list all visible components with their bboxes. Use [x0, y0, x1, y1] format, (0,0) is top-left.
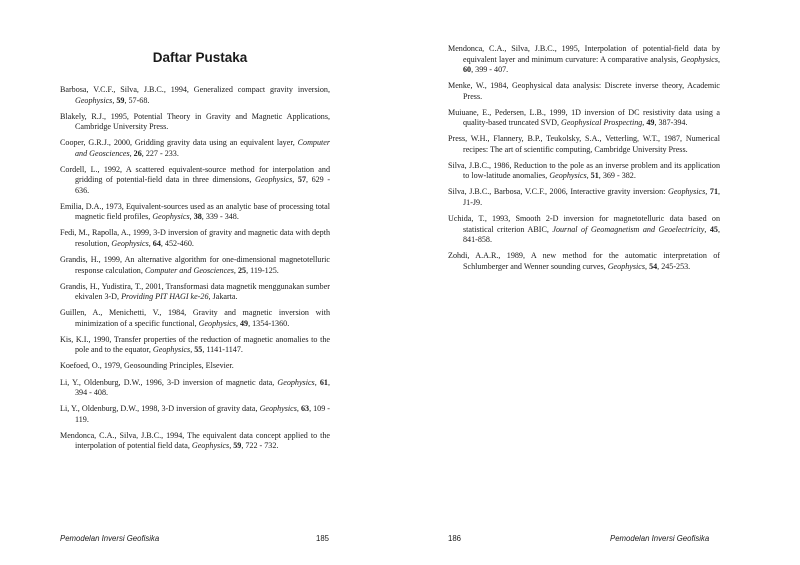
reference-authors: Mendonca, C.A., Silva, J.B.C., 1994, The equivalent data concept applied to the interpolation of potential field data, [60, 430, 330, 451]
reference-pages: , J1-J9. [463, 187, 721, 207]
reference-volume: 51 [590, 171, 599, 181]
reference-authors: Koefoed, O., 1979, Geosounding Principles, Elsevier. [60, 361, 234, 371]
page-number-right: 186 [448, 534, 462, 543]
reference-entry [448, 108, 720, 129]
reference-pages: , 339 - 348. [201, 212, 239, 222]
reference-list-left [60, 85, 330, 457]
reference-sep: , [148, 238, 153, 248]
reference-pages: , 369 - 382. [598, 171, 636, 181]
reference-pages: , 387-394. [654, 118, 688, 128]
reference-pages: , 245-253. [657, 261, 691, 271]
reference-entry [60, 165, 330, 197]
reference-authors: Li, Y., Oldenburg, D.W., 1998, 3-D inversion of gravity data, [60, 404, 260, 414]
reference-source: Geophysics [191, 441, 230, 451]
reference-source: Journal of Geomagnetism and Geoelectricity [552, 224, 705, 234]
reference-volume: 49 [239, 318, 249, 328]
reference-authors: Grandis, H., Yudistira, T., 2001, Transformasi data magnetik menggunakan sumber ekivalen 3-D, [60, 281, 330, 302]
reference-authors: Cordell, L., 1992, A scattered equivalent-source method for interpolation and gridding of potential-field data in three dimensions, [60, 164, 330, 185]
reference-entry [60, 228, 330, 249]
reference-sep: , [292, 175, 298, 185]
reference-entry [448, 187, 720, 208]
reference-source: Computer and Geosciences [75, 138, 330, 158]
reference-volume: 71 [709, 187, 718, 197]
reference-sep: , [645, 261, 650, 271]
reference-authors: Barbosa, V.C.F., Silva, J.B.C., 1994, Generalized compact gravity inversion, [60, 85, 330, 94]
reference-volume: 61 [319, 377, 328, 387]
reference-entry [60, 112, 330, 133]
reference-volume: 63 [300, 404, 310, 414]
reference-entry [448, 251, 720, 272]
reference-authors: Blakely, R.J., 1995, Potential Theory in Gravity and Magnetic Applications, Cambridge University Press. [60, 111, 330, 132]
reference-source: Geophysics [152, 345, 191, 355]
reference-sep: , [705, 187, 710, 197]
reference-pages: , 119-125. [246, 265, 279, 275]
reference-entry [60, 138, 330, 159]
reference-pages: , 629 - 636. [75, 175, 331, 195]
reference-source: Geophysics [277, 377, 315, 387]
reference-source: Computer and Geosciences [144, 265, 234, 275]
footer-book-title-left: Pemodelan Inversi Geofisika [60, 534, 160, 543]
reference-source: Geophysics [667, 187, 706, 197]
reference-authors: Guillen, A., Menichetti, V., 1984, Gravity and magnetic inversion with minimization of a specific functional, [60, 308, 330, 328]
reference-authors: Li, Y., Oldenburg, D.W., 1996, 3-D inversion of magnetic data, [60, 377, 278, 387]
reference-pages: , 1141-1147. [202, 345, 243, 355]
reference-source: Geophysics [254, 175, 293, 185]
reference-volume: 59 [233, 441, 242, 451]
reference-volume: 55 [194, 345, 203, 355]
reference-authors: Muiuane, E., Pedersen, L.B., 1999, 1D inversion of DC resistivity data using a quality-based truncated SVD, [448, 107, 720, 128]
reference-authors: Uchida, T., 1993, Smooth 2-D inversion for magnetotelluric data based on statistical criterion ABIC, [448, 214, 720, 234]
reference-entry [448, 161, 720, 182]
reference-pages: , 722 - 732. [241, 441, 279, 451]
reference-volume: 49 [646, 118, 655, 128]
reference-source: Geophysics [680, 54, 718, 64]
reference-sep: , [704, 224, 710, 234]
reference-authors: Silva, J.B.C., Barbosa, V.C.F., 2006, Interactive gravity inversion: [448, 187, 668, 197]
reference-authors: Grandis, H., 1999, An alternative algorithm for one-dimensional magnetotelluric response calculation, [60, 255, 330, 275]
reference-source: Geophysics [111, 238, 149, 248]
reference-authors: Silva, J.B.C., 1986, Reduction to the pole as an inverse problem and its application to low-latitude anomalies, [448, 160, 720, 181]
reference-authors: Press, W.H., Flannery, B.P., Teukolsky, S.A., Vetterling, W.T., 1987, Numerical recipes: The art of scientific computing, Cambridge University Press. [448, 134, 720, 154]
reference-source: Geophysics [75, 95, 113, 105]
reference-pages: , 1354-1360. [248, 318, 290, 328]
reference-volume: 54 [649, 261, 658, 271]
reference-volume: 57 [297, 175, 306, 185]
reference-pages: , 57-68. [124, 95, 150, 105]
reference-authors: Menke, W., 1984, Geophysical data analysis: Discrete inverse theory, Academic Press. [448, 81, 720, 101]
right-page [400, 0, 800, 565]
page-number-left: 185 [316, 534, 330, 543]
reference-pages: , 399 - 407. [471, 65, 509, 74]
reference-pages: , Jakarta. [208, 292, 238, 302]
reference-sep: , [314, 377, 320, 387]
reference-entry [60, 404, 330, 425]
reference-entry [60, 85, 330, 106]
reference-sep: , [296, 404, 301, 414]
reference-sep: , [642, 118, 647, 128]
reference-entry [448, 214, 720, 246]
reference-sep: , [717, 54, 720, 64]
reference-volume: 26 [133, 148, 142, 158]
reference-source: Geophysics [549, 171, 587, 181]
reference-source: Providing PIT HAGI ke-26 [121, 292, 209, 302]
reference-authors: Emilia, D.A., 1973, Equivalent-sources used as an analytic base of processing total magnetic field profiles, [60, 201, 330, 222]
reference-pages: , 227 - 233. [141, 148, 179, 158]
reference-entry [60, 378, 330, 399]
reference-volume: 60 [463, 65, 472, 74]
reference-entry [60, 202, 330, 223]
reference-pages: , 452-460. [160, 238, 194, 248]
reference-sep: , [129, 148, 134, 158]
reference-pages: , 394 - 408. [75, 377, 330, 398]
reference-sep: , [112, 95, 117, 105]
reference-list-right [448, 44, 720, 278]
page-title: Daftar Pustaka [152, 50, 248, 65]
reference-sep: , [189, 212, 194, 222]
reference-source: Geophysics [198, 318, 236, 328]
reference-authors: Kis, K.I., 1990, Transfer properties of the reduction of magnetic anomalies to the pole and to the equator, [60, 334, 330, 355]
reference-authors: Cooper, G.R.J., 2000, Gridding gravity data using an equivalent layer, [60, 138, 298, 148]
reference-entry [448, 44, 720, 76]
reference-pages: , 109 - 119. [75, 404, 331, 424]
reference-entry [60, 335, 330, 356]
reference-authors: Fedi, M., Rapolla, A., 1999, 3-D inversion of gravity and magnetic data with depth resolution, [60, 228, 330, 248]
reference-entry [60, 361, 330, 372]
reference-source: Geophysics [607, 261, 646, 271]
reference-entry [60, 255, 330, 276]
reference-entry [448, 81, 720, 102]
reference-volume: 38 [193, 212, 202, 222]
reference-source: Geophysics [152, 212, 190, 222]
reference-volume: 45 [709, 224, 718, 234]
reference-entry [60, 431, 330, 452]
reference-authors: Mendonca, C.A., Silva, J.B.C., 1995, Interpolation of potential-field data by equivalent layer and minimum curvature: A comparative analysis, [448, 44, 720, 64]
reference-sep: , [190, 345, 195, 355]
reference-pages: , 841-858. [463, 224, 720, 245]
reference-volume: 59 [116, 95, 125, 105]
reference-sep: , [586, 171, 591, 181]
reference-volume: 64 [152, 238, 161, 248]
reference-source: Geophysics [259, 404, 297, 414]
reference-source: Geophysical Prospecting [561, 118, 643, 128]
reference-entry [60, 308, 330, 329]
reference-entry [60, 282, 330, 303]
reference-volume: 25 [237, 265, 247, 275]
footer-book-title-right: Pemodelan Inversi Geofisika [610, 534, 710, 543]
reference-entry [448, 134, 720, 155]
reference-authors: Zohdi, A.A.R., 1989, A new method for the automatic interpretation of Schlumberger and Wenner sounding curves, [448, 251, 720, 271]
reference-sep: , [235, 318, 240, 328]
reference-sep: , [233, 265, 238, 275]
reference-sep: , [229, 441, 234, 451]
